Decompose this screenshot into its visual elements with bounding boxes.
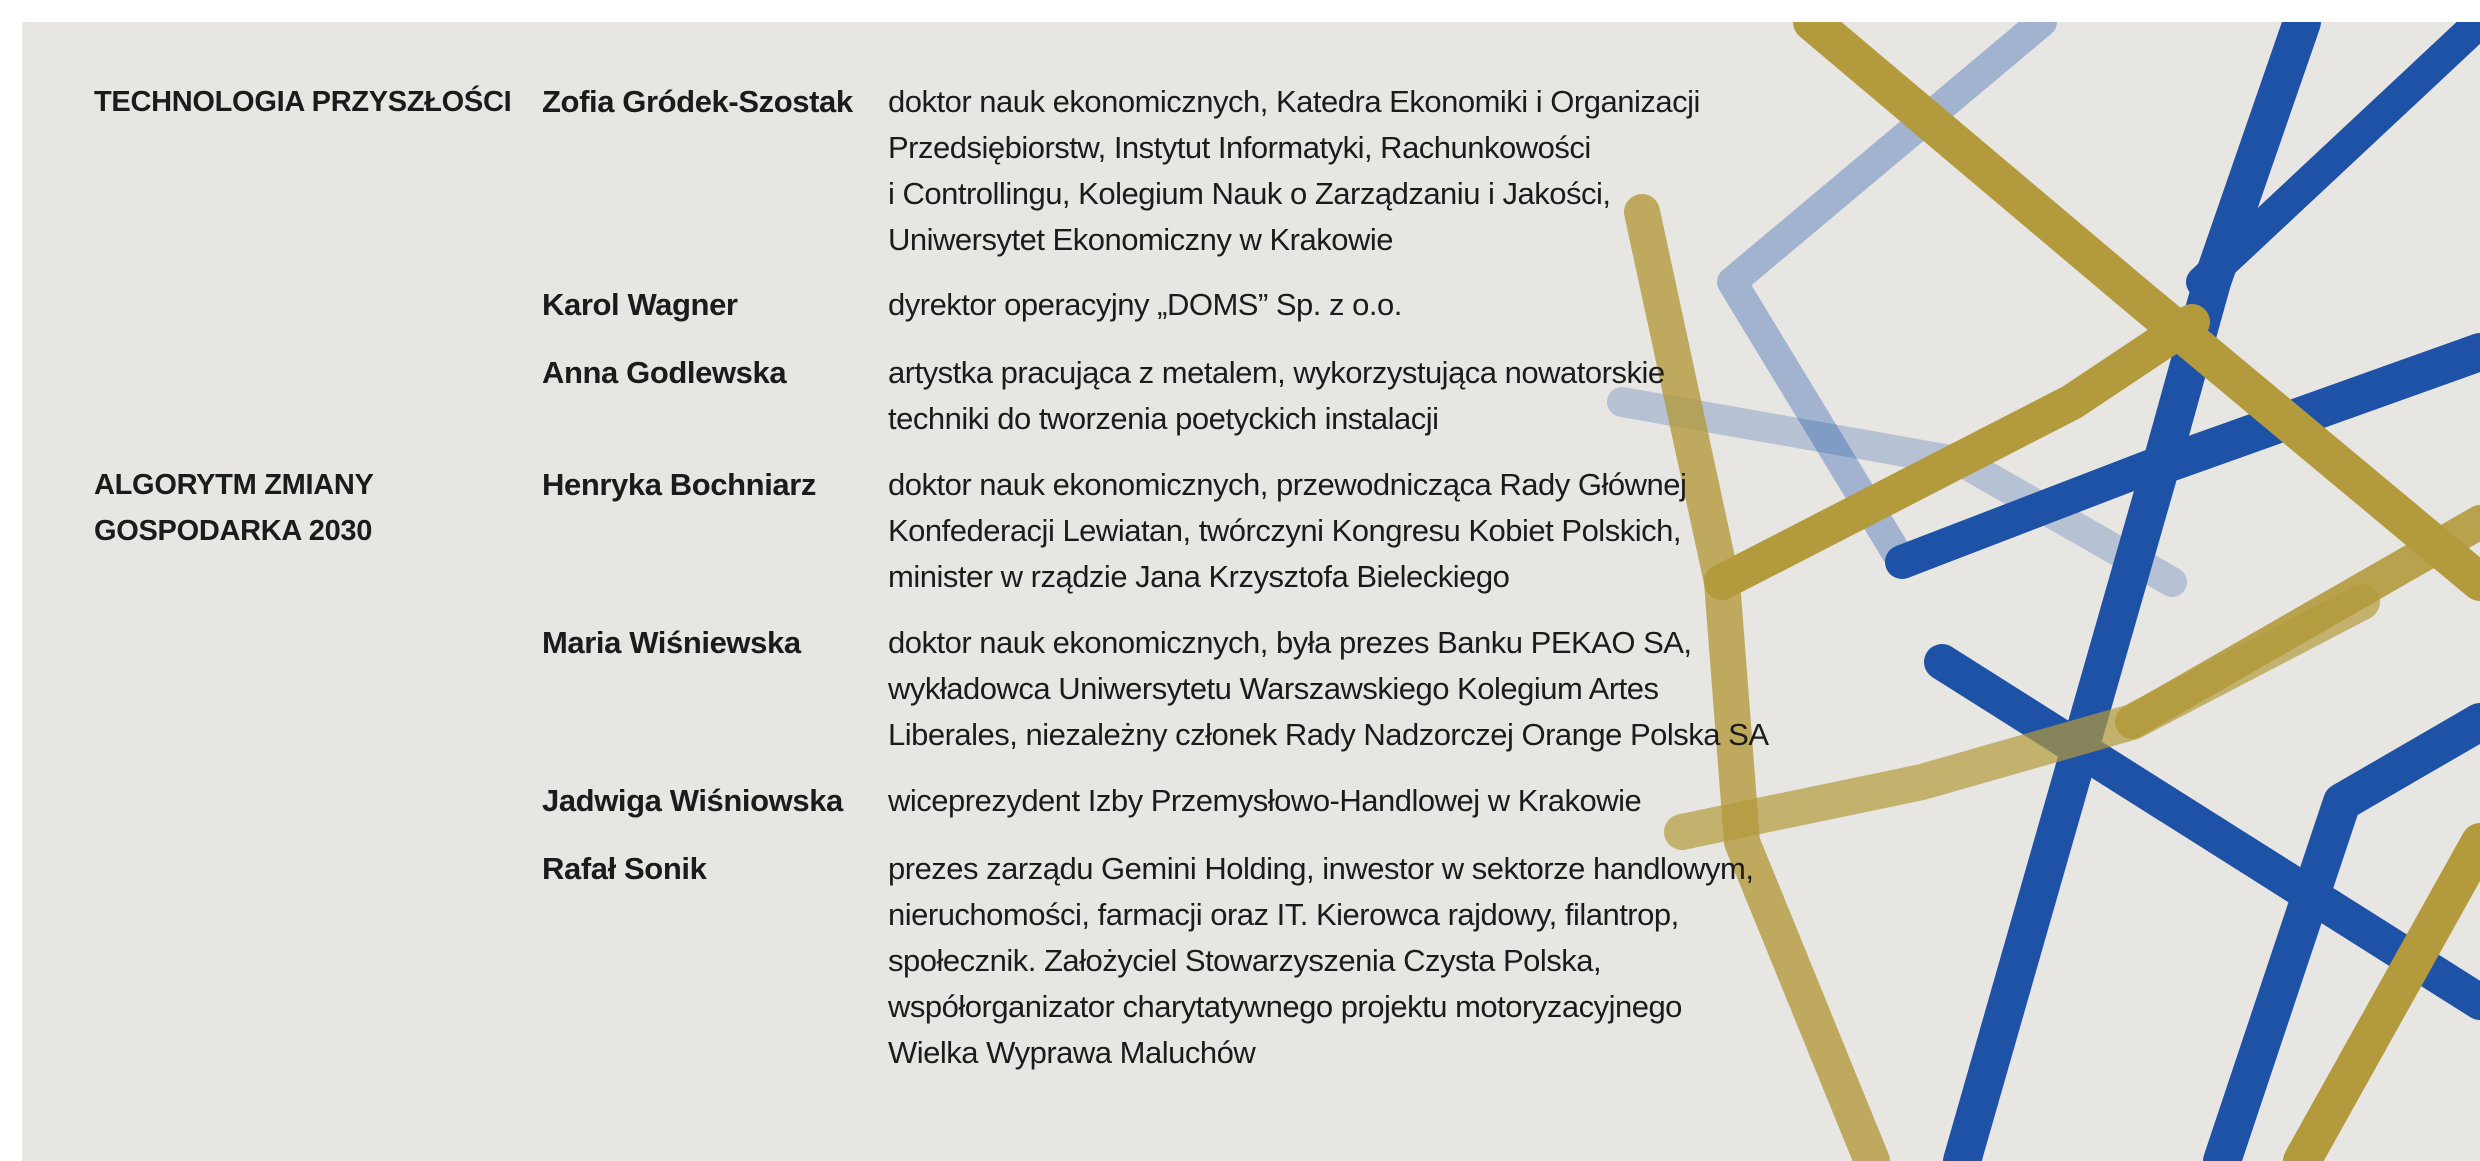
speaker-name: Jadwiga Wiśniowska [542,783,843,818]
session-title-algorytm [94,462,374,554]
description-line: Konfederacji Lewiatan, twórczyni Kongresu Kobiet Polskich, [888,513,1681,548]
speaker-name: Rafał Sonik [542,851,707,886]
description-line: Wielka Wyprawa Maluchów [888,1035,1256,1070]
description-line: wiceprezydent Izby Przemysłowo-Handlowej w Krakowie [888,783,1642,818]
speaker-description [888,620,1788,758]
description-line: wykładowca Uniwersytetu Warszawskiego Kolegium Artes [888,671,1659,706]
speaker-description [888,846,1788,1076]
description-line: techniki do tworzenia poetyckich instalacji [888,401,1439,436]
description-line: Liberales, niezależny członek Rady Nadzorczej Orange Polska SA [888,717,1769,752]
speaker-name: Anna Godlewska [542,355,787,390]
description-line: społecznik. Założyciel Stowarzyszenia Czysta Polska, [888,943,1602,978]
description-line: współorganizator charytatywnego projektu motoryzacyjnego [888,989,1682,1024]
speaker-name: Zofia Gródek-Szostak [542,84,853,119]
description-line: doktor nauk ekonomicznych, Katedra Ekonomiki i Organizacji [888,84,1700,119]
description-line: i Controllingu, Kolegium Nauk o Zarządzaniu i Jakości, [888,176,1611,211]
program-page [22,22,2480,1161]
description-line: dyrektor operacyjny „DOMS” Sp. z o.o. [888,287,1402,322]
description-line: prezes zarządu Gemini Holding, inwestor w sektorze handlowym, [888,851,1754,886]
session-title-line: GOSPODARKA 2030 [94,515,373,547]
session-title-technologia [94,79,511,125]
speaker-description [888,462,1788,600]
speaker-name: Karol Wagner [542,287,738,322]
session-title-line: ALGORYTM ZMIANY [94,469,374,501]
speaker-description [888,778,1788,824]
description-line: Przedsiębiorstw, Instytut Informatyki, Rachunkowości [888,130,1591,165]
description-line: doktor nauk ekonomicznych, była prezes Banku PEKAO SA, [888,625,1692,660]
description-line: artystka pracująca z metalem, wykorzystująca nowatorskie [888,355,1665,390]
speaker-name: Henryka Bochniarz [542,467,817,502]
description-line: minister w rządzie Jana Krzysztofa Bieleckiego [888,559,1510,594]
description-line: nieruchomości, farmacji oraz IT. Kierowca rajdowy, filantrop, [888,897,1679,932]
speaker-description [888,350,1788,442]
description-line: doktor nauk ekonomicznych, przewodnicząca Rady Głównej [888,467,1687,502]
speaker-description [888,79,1788,263]
speaker-name: Maria Wiśniewska [542,625,801,660]
session-title-line: TECHNOLOGIA PRZYSZŁOŚCI [94,86,512,118]
speaker-description [888,282,1788,328]
description-line: Uniwersytet Ekonomiczny w Krakowie [888,222,1394,257]
